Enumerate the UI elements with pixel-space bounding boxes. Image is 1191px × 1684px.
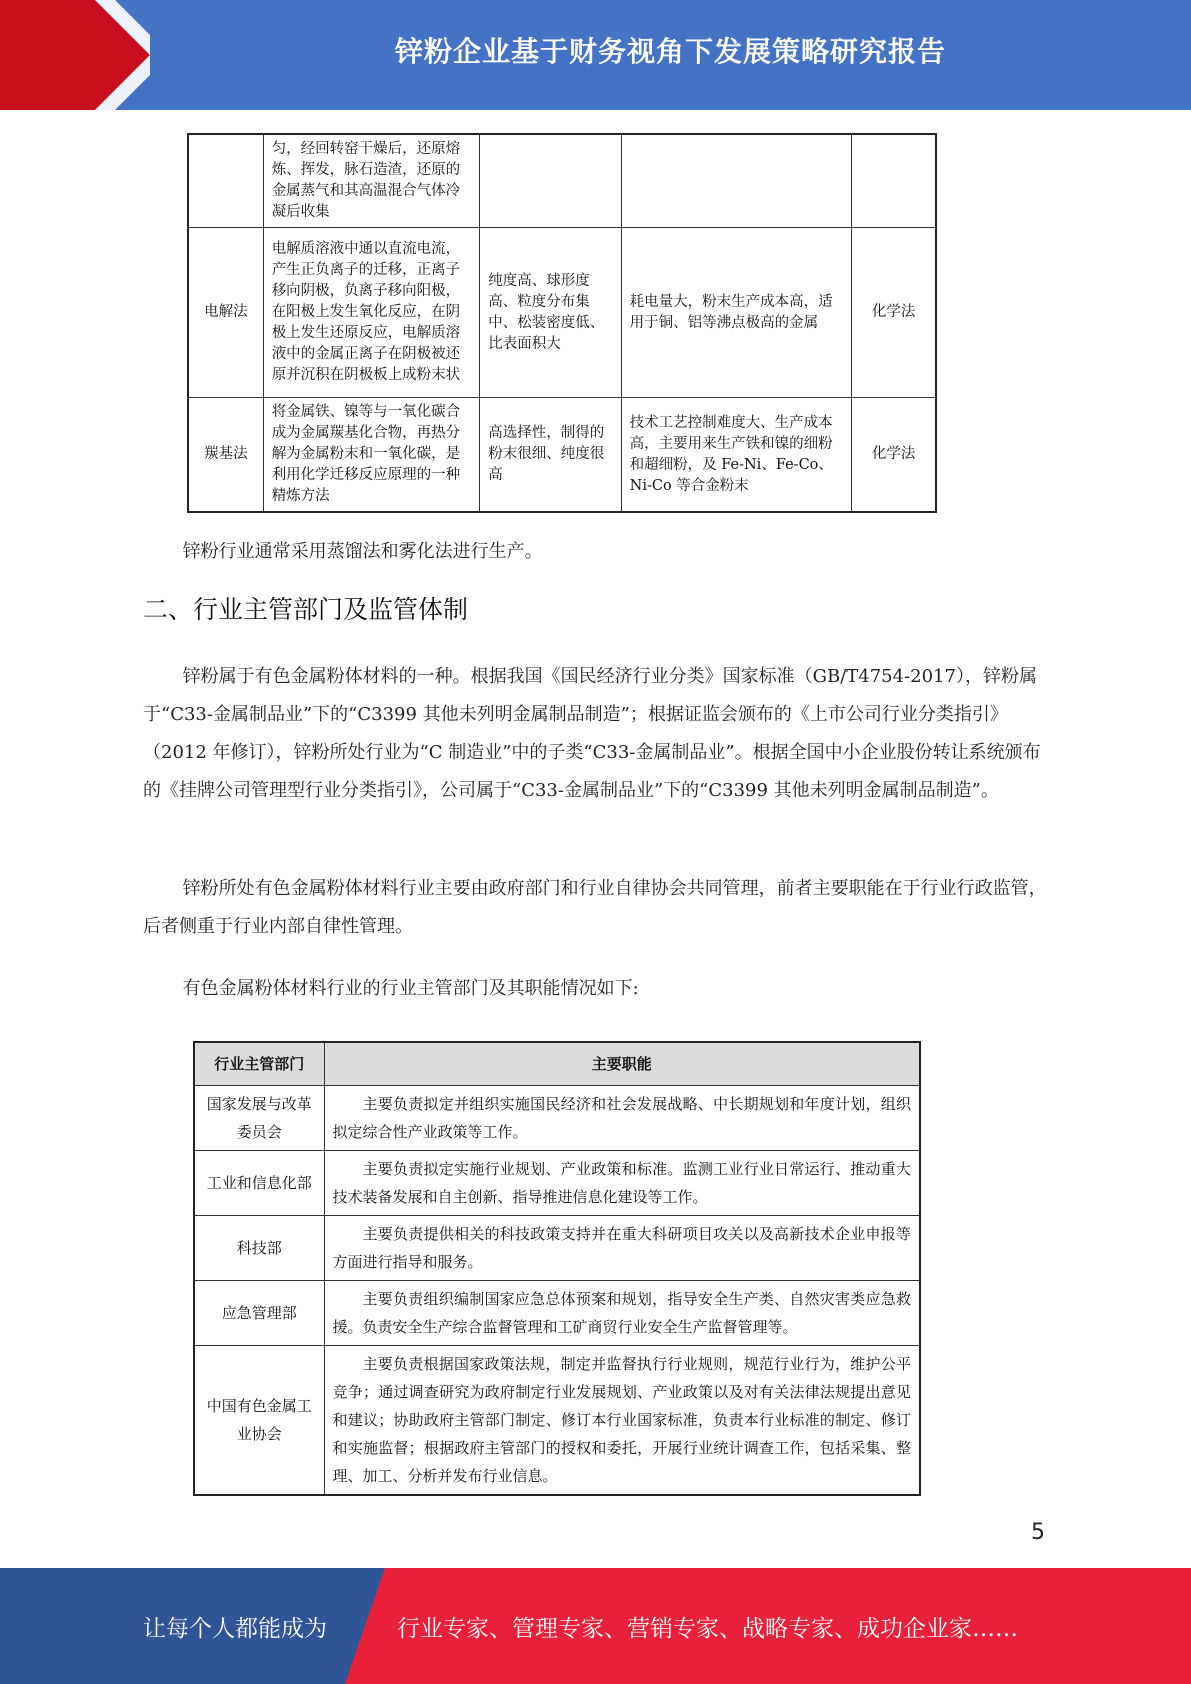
footer-slogan-left: 让每个人都能成为: [143, 1616, 327, 1642]
footer-slogan-right: 行业专家、管理专家、营销专家、战略专家、成功企业家……: [397, 1616, 1018, 1642]
paragraph: 锌粉属于有色金属粉体材料的一种。根据我国《国民经济行业分类》国家标准（GB/T4754-2017），锌粉属于“C33-金属制品业”下的“C3399 其他未列明金属制品制造”；根据证监会颁布的《上市公司行业分类指引》（2012 年修订），锌粉所处行业为“C 制造业”中的子类“C33-金属制品业”。根据全国中小企业股份转让系统颁布的《挂牌公司管理型行业分类指引》，公司属于“C33-金属制品业”下的“C3399 其他未列明金属制品制造”。: [143, 666, 1041, 801]
header-red-chevron: [0, 0, 150, 110]
table-row: [194, 1151, 920, 1216]
dept-cell: 工业和信息化部: [194, 1151, 324, 1216]
principle-cell: 将金属铁、镍等与一氧化碳合成为金属羰基化合物，再热分解为金属粉末和一氧化碳，是利用化学迁移反应原理的一种精炼方法: [263, 398, 480, 513]
method-cell: 羰基法: [188, 398, 263, 513]
method-cell: 电解法: [188, 228, 263, 398]
table-row: [188, 398, 936, 513]
principle-cell: 匀，经回转窑干燥后，还原熔炼、挥发，脉石造渣，还原的金属蒸气和其高温混合气体冷凝后收集: [263, 134, 480, 228]
column-header: 主要职能: [324, 1042, 920, 1086]
duty-cell: 主要负责提供相关的科技政策支持并在重大科研项目攻关以及高新技术企业申报等方面进行指导和服务。: [324, 1216, 920, 1281]
table-row: [194, 1346, 920, 1496]
duty-cell: 主要负责拟定实施行业规划、产业政策和标准。监测工业行业日常运行、推动重大技术装备发展和自主创新、指导推进信息化建设等工作。: [324, 1151, 920, 1216]
principle-cell: 电解质溶液中通以直流电流，产生正负离子的迁移，正离子移向阴极，负离子移向阳极，在阳极上发生氧化反应，在阴极上发生还原反应，电解质溶液中的金属正离子在阴极被还原并沉积在阴极板上成粉末状: [263, 228, 480, 398]
regulators-table: [193, 1041, 921, 1496]
dept-cell: 应急管理部: [194, 1281, 324, 1346]
dept-cell: 国家发展与改革委员会: [194, 1086, 324, 1151]
table-header-row: [194, 1042, 920, 1086]
section-heading: 二、行业主管部门及监管体制: [143, 595, 469, 624]
paragraph: 锌粉行业通常采用蒸馏法和雾化法进行生产。: [182, 541, 543, 562]
category-cell: 化学法: [852, 398, 936, 513]
table-row: [188, 228, 936, 398]
table-row: [188, 134, 936, 228]
duty-cell: 主要负责组织编制国家应急总体预案和规划，指导安全生产类、自然灾害类应急救援。负责安全生产综合监督管理和工矿商贸行业安全生产监督管理等。: [324, 1281, 920, 1346]
category-cell: [852, 134, 936, 228]
column-header: 行业主管部门: [194, 1042, 324, 1086]
report-title: 锌粉企业基于财务视角下发展策略研究报告: [394, 35, 946, 68]
duty-cell: 主要负责根据国家政策法规，制定并监督执行行业规则，规范行业行为，维护公平竞争；通过调查研究为政府制定行业发展规划、产业政策以及对有关法律法规提出意见和建议；协助政府主管部门制定、修订本行业国家标准，负责本行业标准的制定、修订和实施监督；根据政府主管部门的授权和委托，开展行业统计调查工作，包括采集、整理、加工、分析并发布行业信息。: [324, 1346, 920, 1496]
features-cell: 高选择性，制得的粉末很细、纯度很高: [480, 398, 621, 513]
production-methods-table: [187, 133, 937, 513]
table-row: [194, 1281, 920, 1346]
duty-cell: 主要负责拟定并组织实施国民经济和社会发展战略、中长期规划和年度计划，组织拟定综合性产业政策等工作。: [324, 1086, 920, 1151]
notes-cell: 耗电量大，粉末生产成本高，适用于铜、铝等沸点极高的金属: [621, 228, 852, 398]
dept-cell: 中国有色金属工业协会: [194, 1346, 324, 1496]
page-number: 5: [1031, 1520, 1045, 1545]
paragraph: 有色金属粉体材料行业的行业主管部门及其职能情况如下:: [182, 978, 639, 999]
features-cell: 纯度高、球形度高、粒度分布集中、松装密度低、比表面积大: [480, 228, 621, 398]
method-cell: [188, 134, 263, 228]
header-bar: [0, 0, 1191, 110]
dept-cell: 科技部: [194, 1216, 324, 1281]
category-cell: 化学法: [852, 228, 936, 398]
notes-cell: 技术工艺控制难度大、生产成本高，主要用来生产铁和镍的细粉和超细粉，及 Fe-Ni、Fe-Co、Ni-Co 等合金粉末: [621, 398, 852, 513]
table-row: [194, 1216, 920, 1281]
features-cell: [480, 134, 621, 228]
notes-cell: [621, 134, 852, 228]
table-row: [194, 1086, 920, 1151]
paragraph: 锌粉所处有色金属粉体材料行业主要由政府部门和行业自律协会共同管理，前者主要职能在于行业行政监管，后者侧重于行业内部自律性管理。: [143, 878, 1047, 937]
